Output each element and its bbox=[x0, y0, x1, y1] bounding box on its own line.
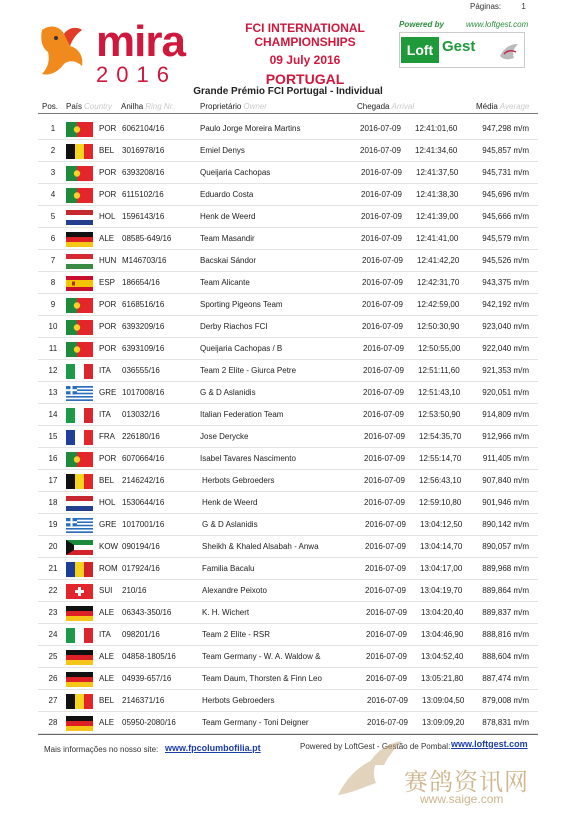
col-ring-label: Anilha bbox=[121, 102, 144, 111]
row-time: 12:41:41,00 bbox=[416, 234, 459, 243]
loftgest-logo bbox=[399, 32, 525, 68]
country-flag-icon bbox=[66, 320, 93, 335]
row-date: 2016-07-09 bbox=[367, 718, 408, 727]
table-row bbox=[0, 316, 576, 338]
row-pos: 14 bbox=[48, 410, 58, 419]
country-flag-icon bbox=[66, 430, 93, 445]
row-speed: 945,666 m/m bbox=[482, 212, 529, 221]
table-row bbox=[0, 668, 576, 690]
row-date: 2016-07-09 bbox=[364, 454, 405, 463]
row-time: 13:04:20,40 bbox=[421, 608, 464, 617]
row-time: 12:55:14,70 bbox=[419, 454, 462, 463]
row-date: 2016-07-09 bbox=[363, 366, 404, 375]
row-speed: 922,040 m/m bbox=[482, 344, 529, 353]
table-row bbox=[0, 426, 576, 448]
row-time: 12:41:39,00 bbox=[416, 212, 459, 221]
row-speed: 942,192 m/m bbox=[482, 300, 529, 309]
row-owner: Team Germany - Toni Deigner bbox=[202, 718, 309, 727]
row-speed: 943,375 m/m bbox=[482, 278, 529, 287]
country-flag-icon bbox=[66, 166, 93, 181]
row-ring: 06343-350/16 bbox=[122, 608, 172, 617]
row-owner: Paulo Jorge Moreira Martins bbox=[200, 124, 301, 133]
row-ring: 6115102/16 bbox=[122, 190, 164, 199]
row-time: 12:41:37,50 bbox=[416, 168, 459, 177]
loftgest-link[interactable]: www.loftgest.com bbox=[451, 739, 528, 749]
table-row bbox=[0, 162, 576, 184]
row-ring: 2146371/16 bbox=[122, 696, 165, 705]
row-date: 2016-07-09 bbox=[360, 124, 401, 133]
table-row bbox=[0, 272, 576, 294]
row-date: 2016-07-09 bbox=[362, 278, 403, 287]
row-time: 12:50:55,00 bbox=[418, 344, 461, 353]
watermark-bird-icon bbox=[328, 735, 408, 810]
row-owner: Team Daum, Thorsten & Finn Leo bbox=[202, 674, 322, 683]
row-ring: 017924/16 bbox=[122, 564, 160, 573]
pigeon-icon bbox=[496, 38, 522, 64]
table-row bbox=[0, 558, 576, 580]
table-row bbox=[0, 492, 576, 514]
page-counter bbox=[470, 2, 544, 11]
row-speed: 890,142 m/m bbox=[482, 520, 529, 529]
row-owner: Team 2 Elite - RSR bbox=[202, 630, 271, 639]
row-date: 2016-07-09 bbox=[364, 498, 405, 507]
row-time: 13:05:21,80 bbox=[421, 674, 464, 683]
championship-country: PORTUGAL bbox=[265, 71, 345, 87]
row-country: ALE bbox=[99, 652, 115, 661]
country-flag-icon bbox=[66, 188, 93, 203]
row-country: POR bbox=[99, 300, 117, 309]
col-arrival-label: Chegada bbox=[357, 102, 390, 111]
country-flag-icon bbox=[66, 540, 93, 555]
row-date: 2016-07-09 bbox=[365, 586, 406, 595]
row-country: FRA bbox=[99, 432, 115, 441]
row-ring: 04939-657/16 bbox=[122, 674, 172, 683]
row-pos: 2 bbox=[50, 146, 56, 155]
col-average-label: Média bbox=[476, 102, 498, 111]
row-pos: 8 bbox=[50, 278, 56, 287]
row-pos: 12 bbox=[48, 366, 58, 375]
row-owner: Henk de Weerd bbox=[200, 212, 256, 221]
col-pos-label: Pos. bbox=[42, 102, 59, 111]
row-time: 12:59:10,80 bbox=[419, 498, 462, 507]
row-ring: 6062104/16 bbox=[122, 124, 165, 133]
table-row bbox=[0, 140, 576, 162]
row-speed: 912,966 m/m bbox=[482, 432, 529, 441]
row-country: BEL bbox=[99, 696, 115, 705]
row-country: POR bbox=[99, 322, 117, 331]
results-subtitle: Grande Prémio FCI Portugal - Individual bbox=[193, 86, 383, 97]
row-country: ALE bbox=[99, 718, 115, 727]
row-ring: 6070664/16 bbox=[122, 454, 165, 463]
row-country: POR bbox=[99, 454, 117, 463]
row-owner: Sporting Pigeons Team bbox=[200, 300, 283, 309]
row-owner: Team Alicante bbox=[200, 278, 250, 287]
row-date: 2016-07-09 bbox=[362, 256, 403, 265]
country-flag-icon bbox=[66, 716, 93, 731]
row-country: ESP bbox=[99, 278, 116, 287]
row-date: 2016-07-09 bbox=[365, 520, 406, 529]
row-ring: 1017001/16 bbox=[122, 520, 165, 529]
row-country: POR bbox=[99, 344, 117, 353]
row-owner: Queijaria Cachopas / B bbox=[200, 344, 283, 353]
table-row bbox=[0, 624, 576, 646]
row-country: GRE bbox=[99, 520, 117, 529]
loftgest-logo-left: Loft bbox=[401, 37, 439, 63]
row-pos: 26 bbox=[48, 674, 58, 683]
table-row bbox=[0, 382, 576, 404]
country-flag-icon bbox=[66, 298, 93, 313]
row-pos: 24 bbox=[48, 630, 58, 639]
row-speed: 888,816 m/m bbox=[482, 630, 529, 639]
row-pos: 28 bbox=[48, 718, 58, 727]
table-row bbox=[0, 712, 576, 734]
row-ring: 090194/16 bbox=[122, 542, 160, 551]
row-ring: 08585-649/16 bbox=[122, 234, 172, 243]
table-row bbox=[0, 206, 576, 228]
col-ring bbox=[121, 102, 174, 111]
row-date: 2016-07-09 bbox=[362, 322, 403, 331]
row-ring: 1530644/16 bbox=[122, 498, 165, 507]
row-date: 2016-07-09 bbox=[361, 212, 402, 221]
row-ring: 6393209/16 bbox=[122, 322, 165, 331]
row-ring: 1596143/16 bbox=[122, 212, 165, 221]
row-pos: 20 bbox=[48, 542, 58, 551]
country-flag-icon bbox=[66, 672, 93, 687]
row-date: 2016-07-09 bbox=[364, 432, 405, 441]
row-pos: 7 bbox=[50, 256, 56, 265]
row-country: ALE bbox=[99, 608, 115, 617]
row-date: 2016-07-09 bbox=[364, 476, 405, 485]
table-row bbox=[0, 360, 576, 382]
table-row bbox=[0, 448, 576, 470]
championship-title: FCI INTERNATIONAL CHAMPIONSHIPS bbox=[245, 21, 365, 49]
logo-year: 2016 bbox=[96, 62, 177, 87]
row-time: 12:42:59,00 bbox=[417, 300, 460, 309]
row-owner: Sheikh & Khaled Alsabah - Anwa bbox=[202, 542, 319, 551]
row-country: ITA bbox=[99, 630, 111, 639]
country-flag-icon bbox=[66, 210, 93, 225]
row-speed: 920,051 m/m bbox=[482, 388, 529, 397]
country-flag-icon bbox=[66, 408, 93, 423]
row-country: HOL bbox=[99, 212, 116, 221]
row-ring: 6393208/16 bbox=[122, 168, 165, 177]
row-owner: Herbots Gebroeders bbox=[202, 476, 275, 485]
table-row bbox=[0, 536, 576, 558]
row-speed: 914,809 m/m bbox=[482, 410, 529, 419]
row-owner: K. H. Wichert bbox=[202, 608, 250, 617]
pages-label: Páginas: bbox=[470, 2, 502, 11]
row-owner: Henk de Weerd bbox=[202, 498, 258, 507]
row-country: KOW bbox=[99, 542, 119, 551]
row-ring: 013032/16 bbox=[122, 410, 160, 419]
row-speed: 947,298 m/m bbox=[482, 124, 529, 133]
row-pos: 19 bbox=[48, 520, 58, 529]
row-time: 12:41:01,60 bbox=[415, 124, 458, 133]
logo-word: mira bbox=[96, 17, 185, 66]
row-speed: 945,696 m/m bbox=[482, 190, 529, 199]
row-time: 12:51:43,10 bbox=[418, 388, 461, 397]
col-owner bbox=[200, 102, 267, 111]
row-pos: 1 bbox=[50, 124, 56, 133]
row-date: 2016-07-09 bbox=[361, 190, 402, 199]
table-row bbox=[0, 470, 576, 492]
table-row bbox=[0, 250, 576, 272]
row-date: 2016-07-09 bbox=[363, 388, 404, 397]
row-country: POR bbox=[99, 168, 117, 177]
row-time: 12:41:38,30 bbox=[416, 190, 459, 199]
col-average-label-en: Average bbox=[499, 102, 530, 111]
row-speed: 921,353 m/m bbox=[482, 366, 529, 375]
row-speed: 923,040 m/m bbox=[482, 322, 529, 331]
row-pos: 25 bbox=[48, 652, 58, 661]
row-ring: 036555/16 bbox=[122, 366, 160, 375]
row-date: 2016-07-09 bbox=[365, 542, 406, 551]
row-ring: 210/16 bbox=[122, 586, 147, 595]
row-time: 12:53:50,90 bbox=[418, 410, 461, 419]
row-date: 2016-07-09 bbox=[365, 564, 406, 573]
country-flag-icon bbox=[66, 474, 93, 489]
row-ring: 226180/16 bbox=[122, 432, 160, 441]
country-flag-icon bbox=[66, 342, 93, 357]
header-divider bbox=[38, 113, 538, 114]
row-pos: 27 bbox=[48, 696, 58, 705]
row-pos: 23 bbox=[48, 608, 58, 617]
row-owner: Italian Federation Team bbox=[200, 410, 284, 419]
row-time: 12:41:42,20 bbox=[417, 256, 460, 265]
country-flag-icon bbox=[66, 364, 93, 379]
mira-bird-logo-icon bbox=[36, 20, 92, 80]
country-flag-icon bbox=[66, 144, 93, 159]
country-flag-icon bbox=[66, 606, 93, 621]
country-flag-icon bbox=[66, 650, 93, 665]
col-country bbox=[66, 102, 112, 111]
row-owner: Familia Bacalu bbox=[202, 564, 255, 573]
col-arrival-label-en: Arrival bbox=[391, 102, 415, 111]
footer-divider bbox=[38, 734, 538, 735]
row-speed: 945,731 m/m bbox=[482, 168, 529, 177]
country-flag-icon bbox=[66, 276, 93, 291]
col-country-label-en: Country bbox=[84, 102, 113, 111]
row-time: 13:04:19,70 bbox=[420, 586, 463, 595]
row-pos: 21 bbox=[48, 564, 58, 573]
col-owner-label: Proprietário bbox=[200, 102, 242, 111]
country-flag-icon bbox=[66, 562, 93, 577]
row-country: HUN bbox=[99, 256, 117, 265]
row-pos: 15 bbox=[48, 432, 58, 441]
row-owner: Queijaria Cachopas bbox=[200, 168, 271, 177]
row-date: 2016-07-09 bbox=[363, 410, 404, 419]
row-time: 12:56:43,10 bbox=[419, 476, 462, 485]
table-row bbox=[0, 184, 576, 206]
row-date: 2016-07-09 bbox=[362, 300, 403, 309]
row-time: 13:04:14,70 bbox=[420, 542, 463, 551]
row-country: POR bbox=[99, 124, 117, 133]
col-pos bbox=[42, 102, 58, 111]
row-pos: 6 bbox=[50, 234, 56, 243]
row-owner: G & D Aslanidis bbox=[202, 520, 258, 529]
row-date: 2016-07-09 bbox=[361, 234, 402, 243]
col-average bbox=[476, 102, 529, 111]
row-speed: 945,526 m/m bbox=[482, 256, 529, 265]
fpcolumbofilia-link[interactable]: www.fpcolumbofilia.pt bbox=[165, 743, 261, 753]
row-time: 13:04:12,50 bbox=[420, 520, 463, 529]
row-pos: 11 bbox=[48, 344, 58, 353]
row-country: ALE bbox=[99, 674, 115, 683]
row-ring: 1017008/16 bbox=[122, 388, 165, 397]
row-pos: 10 bbox=[48, 322, 58, 331]
country-flag-icon bbox=[66, 122, 93, 137]
table-row bbox=[0, 338, 576, 360]
row-owner: Jose Derycke bbox=[200, 432, 249, 441]
row-owner: Emiel Denys bbox=[200, 146, 245, 155]
row-owner: G & D Aslanidis bbox=[200, 388, 256, 397]
country-flag-icon bbox=[66, 386, 93, 401]
row-speed: 887,474 m/m bbox=[482, 674, 529, 683]
row-ring: M146703/16 bbox=[122, 256, 167, 265]
row-speed: 889,837 m/m bbox=[482, 608, 529, 617]
row-country: ITA bbox=[99, 410, 111, 419]
row-speed: 890,057 m/m bbox=[482, 542, 529, 551]
row-date: 2016-07-09 bbox=[367, 696, 408, 705]
row-time: 13:09:09,20 bbox=[422, 718, 465, 727]
row-owner: Team Masandir bbox=[200, 234, 255, 243]
row-speed: 901,946 m/m bbox=[482, 498, 529, 507]
row-speed: 878,831 m/m bbox=[482, 718, 529, 727]
row-speed: 907,840 m/m bbox=[482, 476, 529, 485]
row-date: 2016-07-09 bbox=[366, 630, 407, 639]
country-flag-icon bbox=[66, 232, 93, 247]
row-date: 2016-07-09 bbox=[366, 652, 407, 661]
row-ring: 05950-2080/16 bbox=[122, 718, 176, 727]
row-pos: 13 bbox=[48, 388, 58, 397]
loftgest-logo-right: Gest bbox=[442, 38, 476, 55]
col-country-label: País bbox=[66, 102, 83, 111]
row-country: HOL bbox=[99, 498, 116, 507]
row-pos: 22 bbox=[48, 586, 58, 595]
row-owner: Alexandre Peixoto bbox=[202, 586, 267, 595]
row-speed: 911,405 m/m bbox=[482, 454, 529, 463]
row-owner: Isabel Tavares Nascimento bbox=[200, 454, 296, 463]
row-date: 2016-07-09 bbox=[361, 168, 402, 177]
pages-value: 1 bbox=[521, 2, 526, 11]
row-ring: 098201/16 bbox=[122, 630, 160, 639]
row-time: 12:51:11,60 bbox=[418, 366, 460, 375]
row-speed: 889,968 m/m bbox=[482, 564, 529, 573]
table-row bbox=[0, 404, 576, 426]
championship-title-block bbox=[210, 21, 400, 87]
row-country: POR bbox=[99, 190, 117, 199]
country-flag-icon bbox=[66, 518, 93, 533]
col-arrival bbox=[357, 102, 414, 111]
row-ring: 186654/16 bbox=[122, 278, 160, 287]
row-country: BEL bbox=[99, 146, 115, 155]
row-time: 13:04:46,90 bbox=[421, 630, 464, 639]
row-date: 2016-07-09 bbox=[360, 146, 401, 155]
country-flag-icon bbox=[66, 584, 93, 599]
table-row bbox=[0, 580, 576, 602]
row-owner: Derby Riachos FCI bbox=[200, 322, 268, 331]
row-pos: 3 bbox=[50, 168, 56, 177]
row-country: GRE bbox=[99, 388, 117, 397]
row-owner: Team 2 Elite - Giurca Petre bbox=[200, 366, 297, 375]
row-time: 12:41:34,60 bbox=[415, 146, 458, 155]
country-flag-icon bbox=[66, 694, 93, 709]
row-speed: 879,008 m/m bbox=[482, 696, 529, 705]
row-time: 12:50:30,90 bbox=[417, 322, 460, 331]
table-row bbox=[0, 118, 576, 140]
row-owner: Eduardo Costa bbox=[200, 190, 254, 199]
row-country: ROM bbox=[99, 564, 118, 573]
col-ring-label-en: Ring Nr. bbox=[145, 102, 175, 111]
watermark-url: www.saige.com bbox=[420, 792, 504, 806]
row-ring: 2146242/16 bbox=[122, 476, 165, 485]
row-time: 13:04:52,40 bbox=[421, 652, 464, 661]
row-date: 2016-07-09 bbox=[366, 674, 407, 683]
row-date: 2016-07-09 bbox=[366, 608, 407, 617]
row-time: 13:09:04,50 bbox=[422, 696, 465, 705]
row-speed: 945,579 m/m bbox=[482, 234, 529, 243]
country-flag-icon bbox=[66, 254, 93, 269]
row-time: 12:42:31,70 bbox=[417, 278, 460, 287]
country-flag-icon bbox=[66, 452, 93, 467]
row-speed: 945,857 m/m bbox=[482, 146, 529, 155]
table-row bbox=[0, 228, 576, 250]
row-pos: 9 bbox=[50, 300, 56, 309]
table-row bbox=[0, 514, 576, 536]
watermark-text: 赛鸽资讯网 bbox=[404, 769, 529, 796]
row-owner: Bacskai Sándor bbox=[200, 256, 257, 265]
row-pos: 18 bbox=[48, 498, 58, 507]
row-country: SUI bbox=[99, 586, 113, 595]
table-row bbox=[0, 646, 576, 668]
row-country: ITA bbox=[99, 366, 111, 375]
row-pos: 5 bbox=[50, 212, 56, 221]
row-owner: Herbots Gebroeders bbox=[202, 696, 275, 705]
row-time: 12:54:35,70 bbox=[419, 432, 462, 441]
powered-by-url: www.loftgest.com bbox=[466, 20, 529, 29]
row-country: BEL bbox=[99, 476, 115, 485]
footer-powered-text: Powered by LoftGest - Gestão de Pombal: bbox=[300, 742, 451, 751]
col-owner-label-en: Owner bbox=[243, 102, 267, 111]
row-ring: 3016978/16 bbox=[122, 146, 165, 155]
row-country: ALE bbox=[99, 234, 115, 243]
row-owner: Team Germany - W. A. Waldow & bbox=[202, 652, 321, 661]
table-row bbox=[0, 602, 576, 624]
footer-info-label: Mais informações no nosso site: bbox=[44, 745, 159, 754]
row-ring: 6393109/16 bbox=[122, 344, 165, 353]
row-pos: 17 bbox=[48, 476, 58, 485]
row-time: 13:04:17,00 bbox=[420, 564, 463, 573]
table-row bbox=[0, 294, 576, 316]
row-speed: 888,604 m/m bbox=[482, 652, 529, 661]
row-pos: 4 bbox=[50, 190, 56, 199]
row-ring: 04858-1805/16 bbox=[122, 652, 176, 661]
powered-by-label: Powered by bbox=[399, 20, 444, 29]
row-pos: 16 bbox=[48, 454, 58, 463]
row-ring: 6168516/16 bbox=[122, 300, 165, 309]
championship-date: 09 July 2016 bbox=[269, 53, 341, 67]
table-row bbox=[0, 690, 576, 712]
row-speed: 889,864 m/m bbox=[482, 586, 529, 595]
country-flag-icon bbox=[66, 628, 93, 643]
row-date: 2016-07-09 bbox=[363, 344, 404, 353]
country-flag-icon bbox=[66, 496, 93, 511]
